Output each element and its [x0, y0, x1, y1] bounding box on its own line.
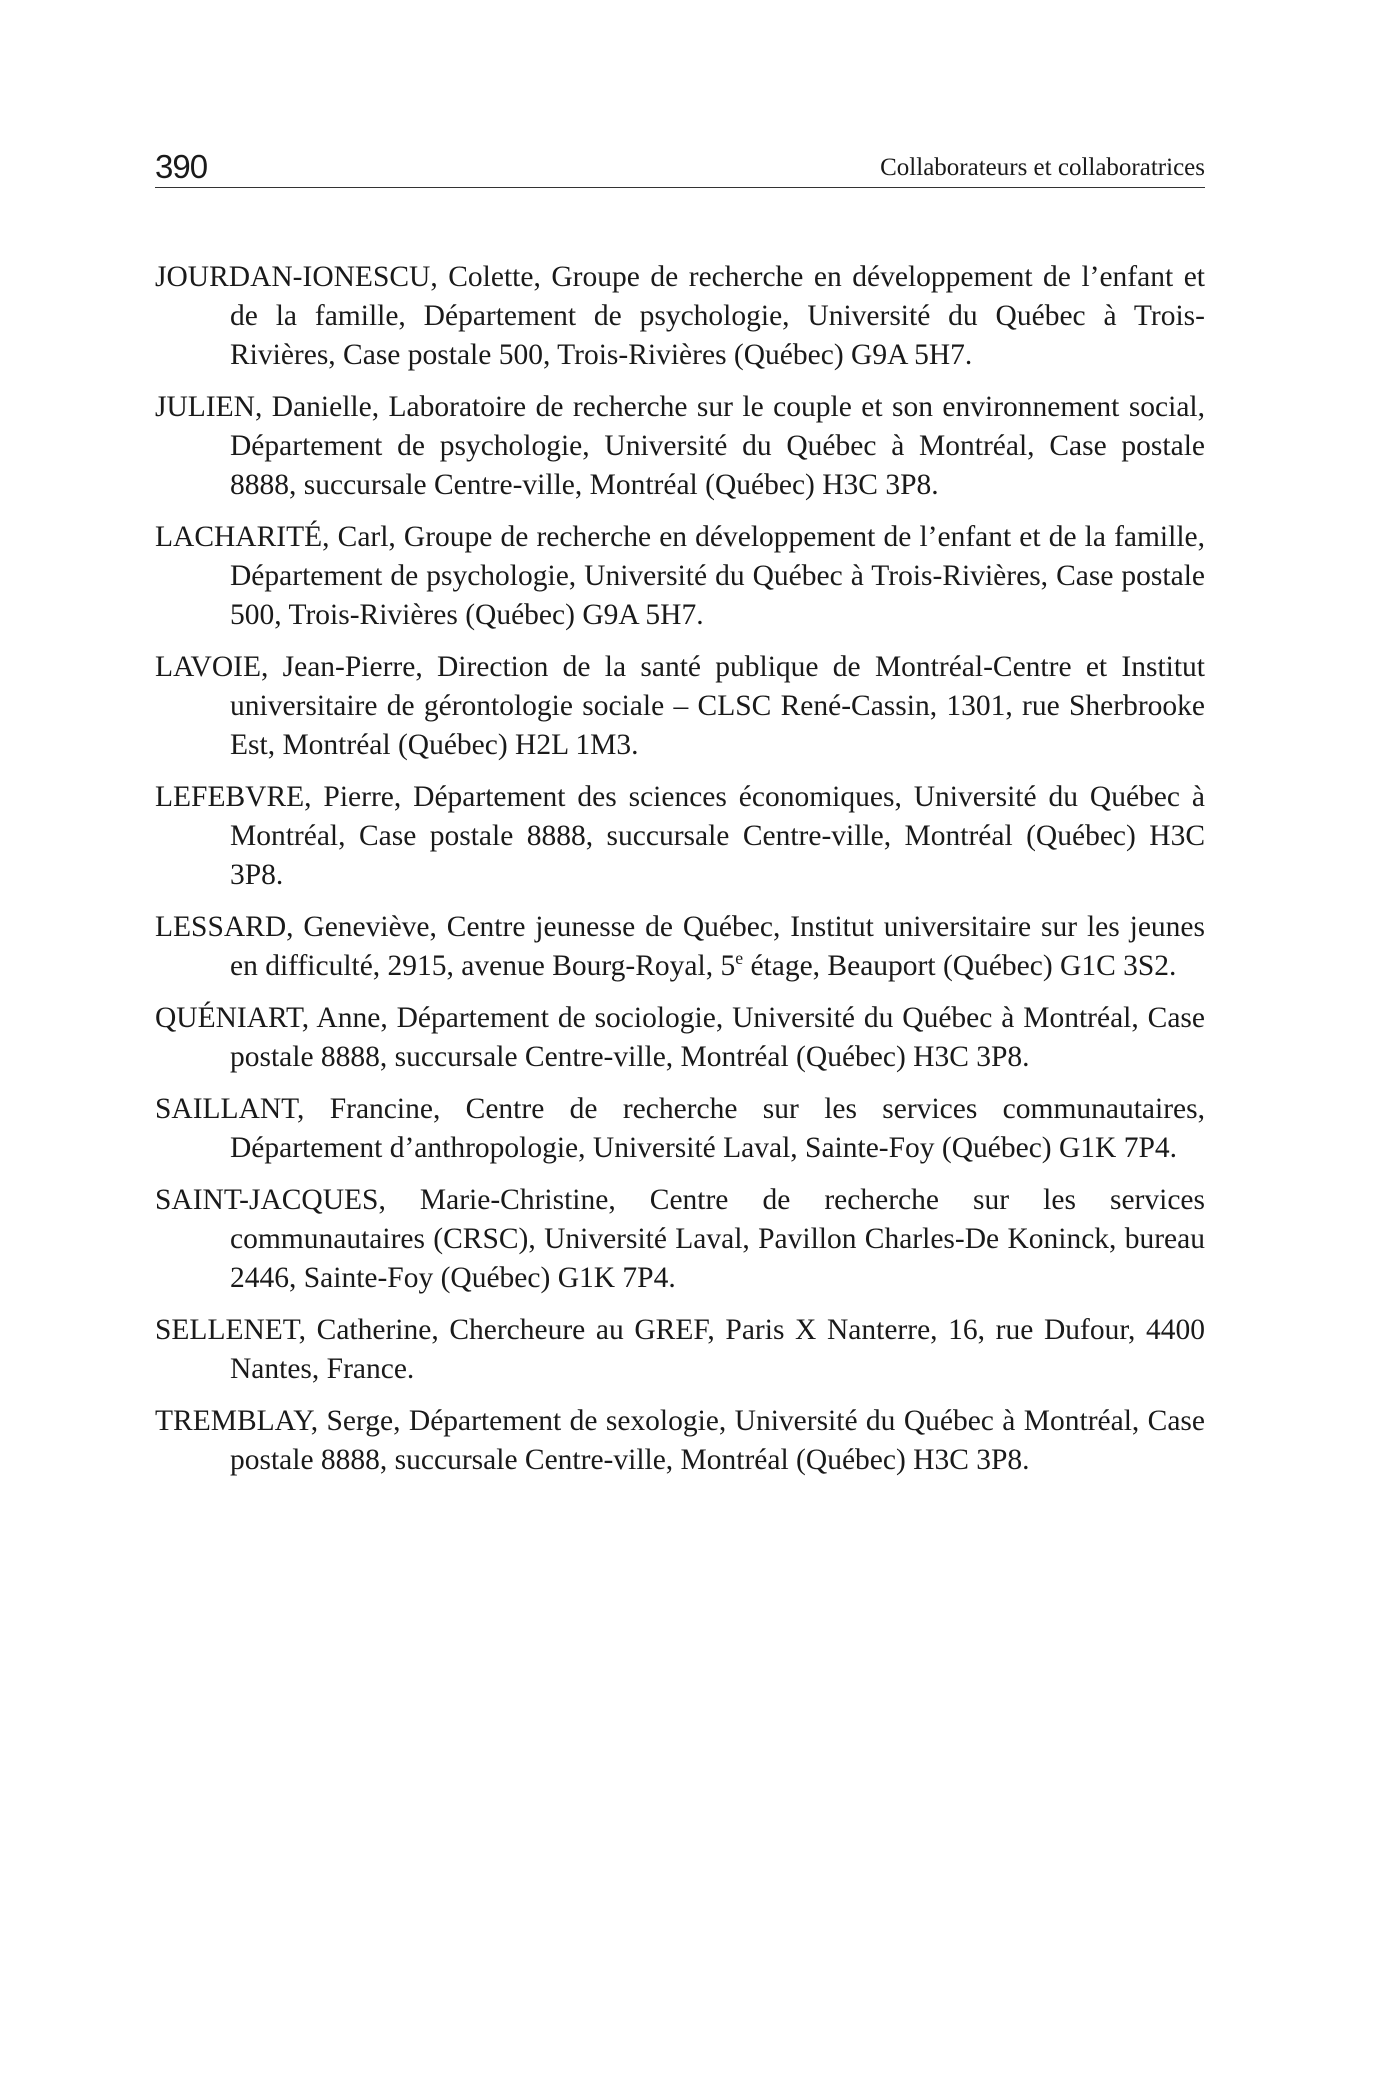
running-header — [155, 150, 1205, 188]
contributor-entry — [155, 908, 1205, 986]
contributor-entry: LEFEBVRE, Pierre, Département des sciences économiques, Université du Québec à Montréal, Case postale 8888, succursale Centre-ville, Montréal (Québec) H3C 3P8. — [155, 781, 1205, 891]
document-page — [155, 150, 1205, 1493]
contributor-entry: JOURDAN-IONESCU, Colette, Groupe de recherche en développement de l’enfant et de la famille, Département de psychologie, Université du Québec à Trois-Rivières, Case postale 500, Trois-Rivières (Québec) G9A 5H7. — [155, 261, 1205, 371]
contributor-entry: SELLENET, Catherine, Chercheure au GREF, Paris X Nanterre, 16, rue Dufour, 4400 Nantes, France. — [155, 1314, 1205, 1385]
contributor-entry: SAINT-JACQUES, Marie-Christine, Centre de recherche sur les services communautaires (CRSC), Université Laval, Pavillon Charles-De Koninck, bureau 2446, Sainte-Foy (Québec) G1K 7P4. — [155, 1184, 1205, 1294]
running-title: Collaborateurs et collaboratrices — [880, 153, 1205, 181]
contributor-entry: QUÉNIART, Anne, Département de sociologie, Université du Québec à Montréal, Case postale 8888, succursale Centre-ville, Montréal (Québec) H3C 3P8. — [155, 1002, 1205, 1073]
contributor-list — [155, 258, 1205, 1480]
entry-text: LESSARD, Geneviève, Centre jeunesse de Québec, Institut universitaire sur les jeunes en difficulté, 2915, avenue Bourg-Royal, 5 — [155, 911, 1205, 982]
contributor-entry: TREMBLAY, Serge, Département de sexologie, Université du Québec à Montréal, Case postale 8888, succursale Centre-ville, Montréal (Québec) H3C 3P8. — [155, 1405, 1205, 1476]
contributor-entry: LACHARITÉ, Carl, Groupe de recherche en développement de l’enfant et de la famille, Département de psychologie, Université du Québec à Trois-Rivières, Case postale 500, Trois-Rivières (Québec) G9A 5H7. — [155, 521, 1205, 631]
page-number: 390 — [155, 148, 208, 185]
contributor-entry: JULIEN, Danielle, Laboratoire de recherche sur le couple et son environnement social, Département de psychologie, Université du Québec à Montréal, Case postale 8888, succursale Centre-ville, Montréal (Québec) H3C 3P8. — [155, 391, 1205, 501]
contributor-entry: LAVOIE, Jean-Pierre, Direction de la santé publique de Montréal-Centre et Institut universitaire de gérontologie sociale – CLSC René-Cassin, 1301, rue Sherbrooke Est, Montréal (Québec) H2L 1M3. — [155, 651, 1205, 761]
contributor-entry: SAILLANT, Francine, Centre de recherche sur les services communautaires, Département d’anthropologie, Université Laval, Sainte-Foy (Québec) G1K 7P4. — [155, 1093, 1205, 1164]
ordinal-superscript: e — [735, 948, 744, 969]
entry-text: étage, Beauport (Québec) G1C 3S2. — [743, 950, 1177, 982]
